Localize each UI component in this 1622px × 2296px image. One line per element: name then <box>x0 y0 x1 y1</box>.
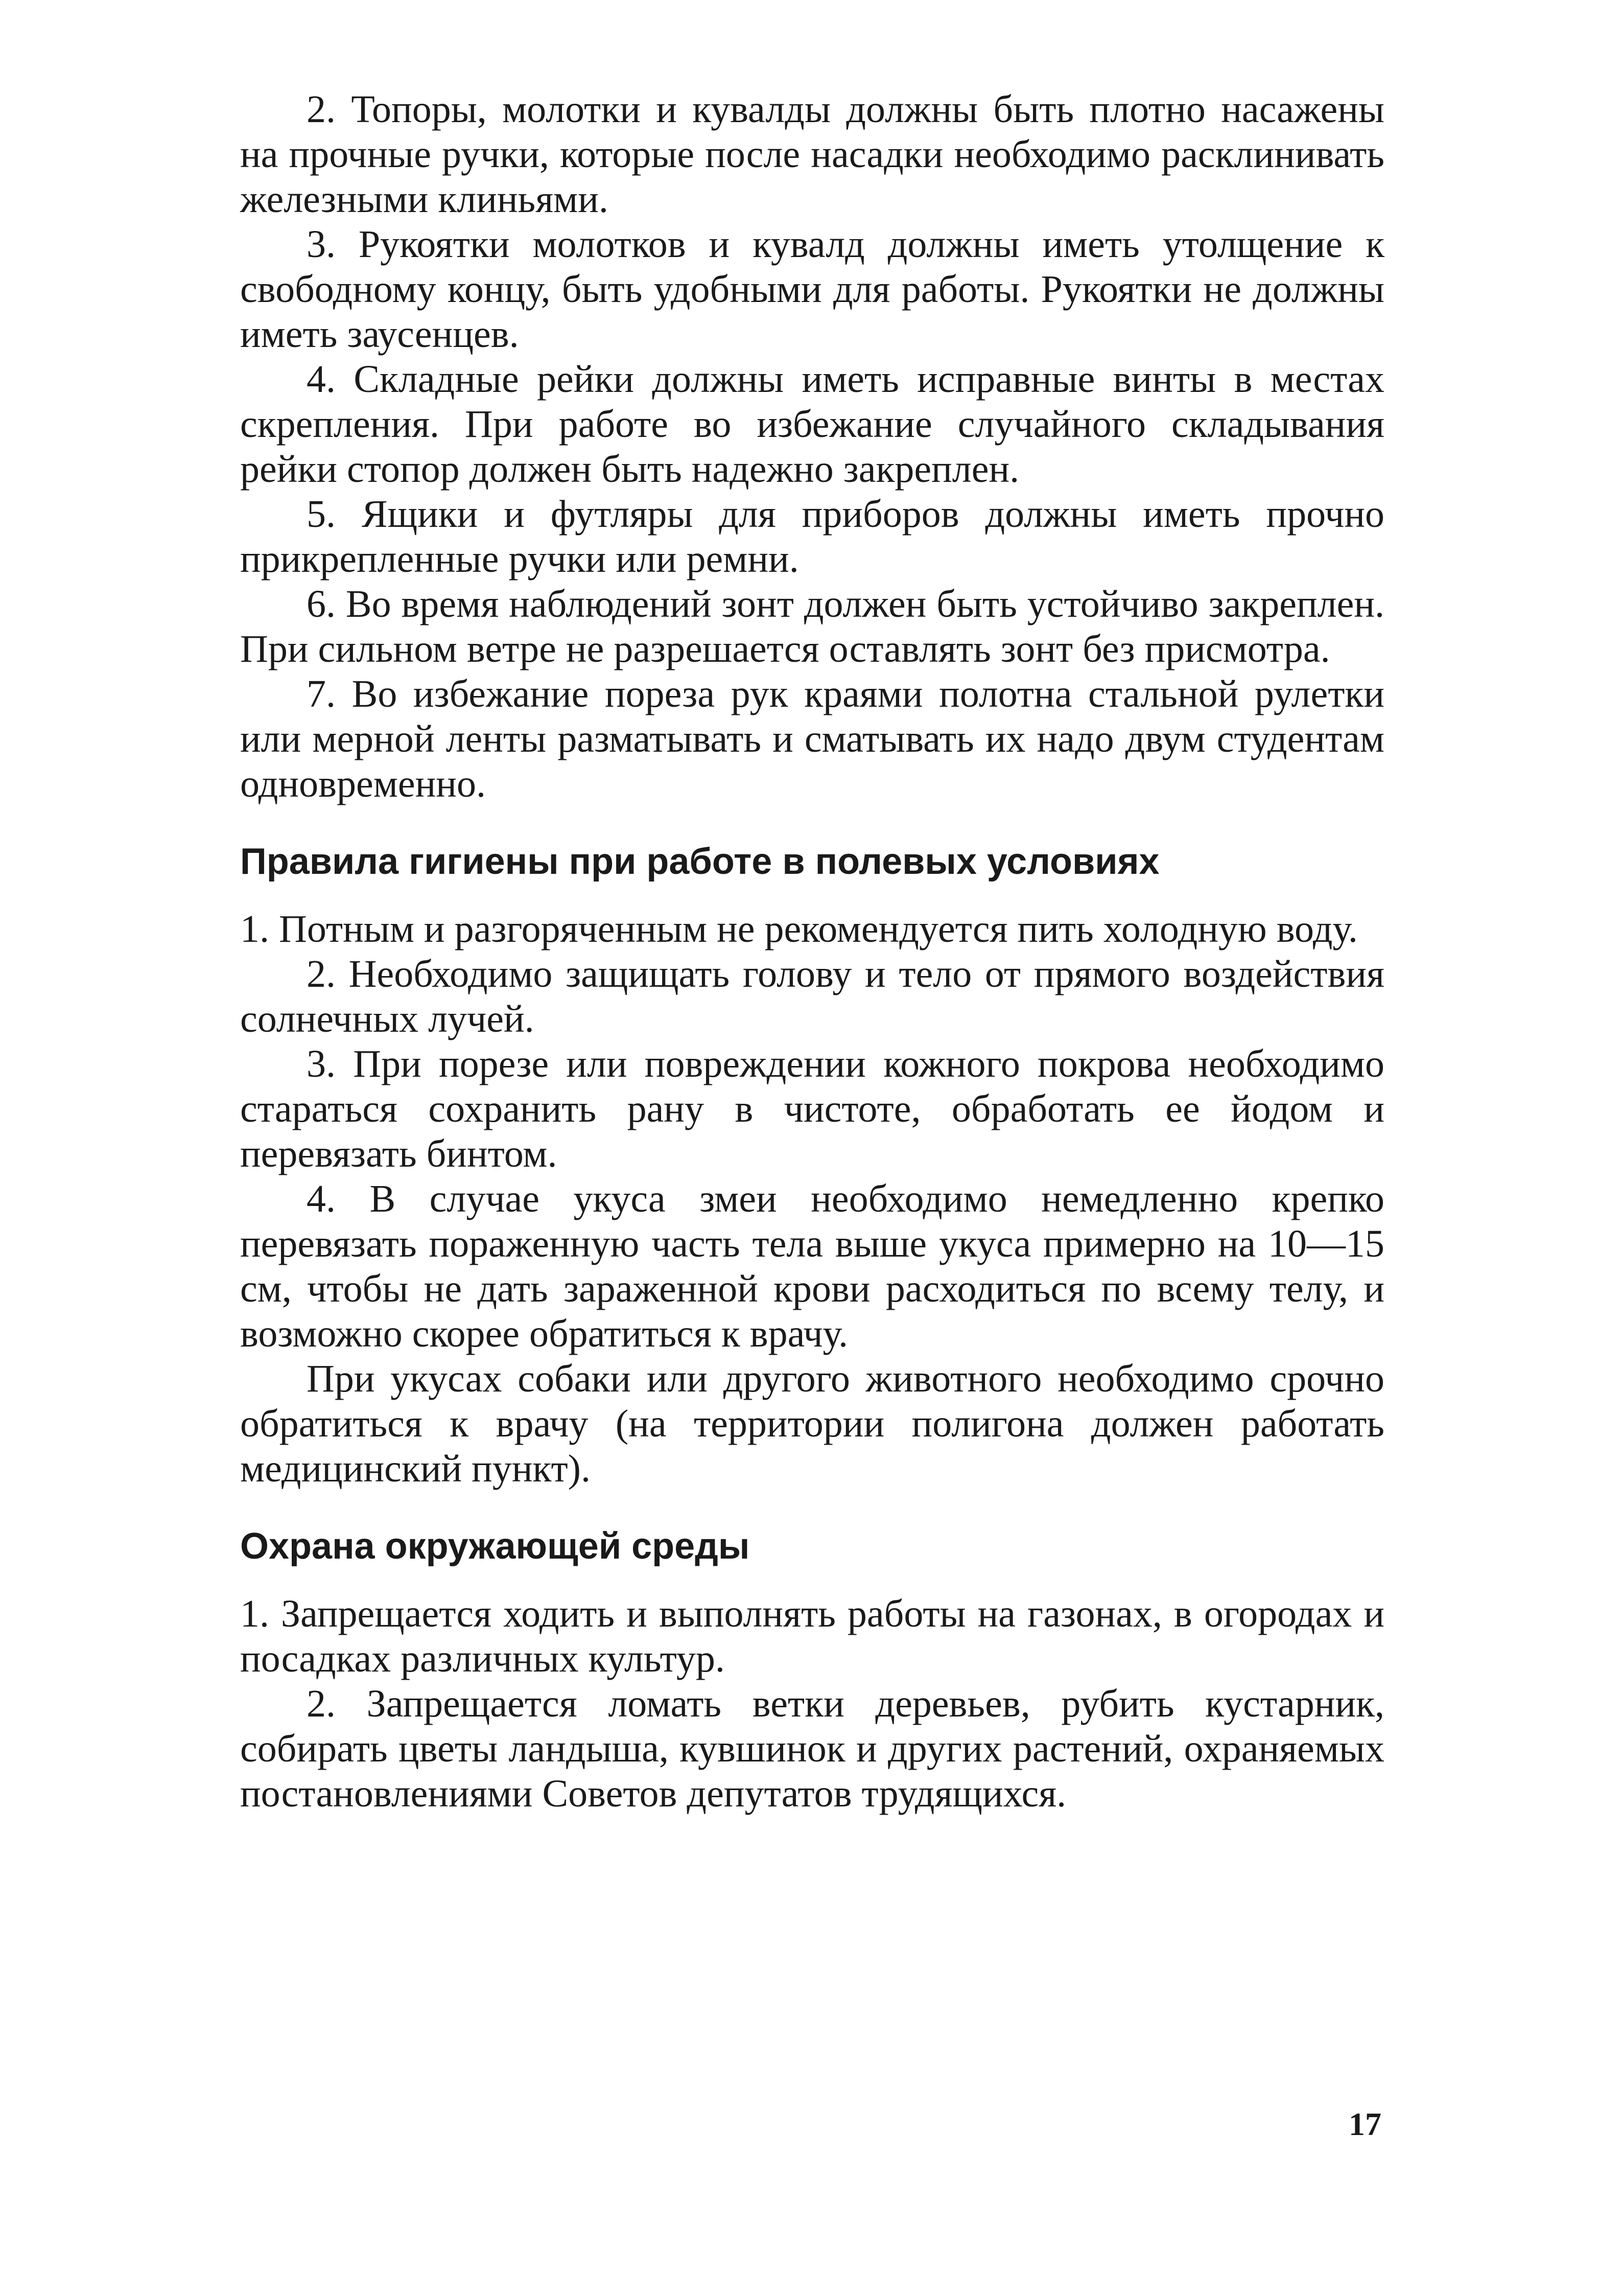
rule-paragraph: 2. Запрещается ломать ветки деревьев, рубить кустарник, собирать цветы ландыша, кувшинок и других растений, охраняемых постановлениями Советов депутатов трудящихся. <box>240 1682 1384 1815</box>
rule-paragraph: 1. Потным и разгоряченным не рекомендуется пить холодную воду. <box>240 908 1358 950</box>
rule-paragraph: 1. Запрещается ходить и выполнять работы на газонах, в огородах и посадках различных культур. <box>240 1592 1384 1680</box>
page-number: 17 <box>1349 2106 1381 2142</box>
rule-paragraph: 6. Во время наблюдений зонт должен быть устойчиво закреплен. При сильном ветре не разрешается оставлять зонт без присмотра. <box>240 583 1384 670</box>
rule-paragraph: 4. Складные рейки должны иметь исправные винты в местах скрепления. При работе во избежание случайного складывания рейки стопор должен быть надежно закреплен. <box>240 358 1384 491</box>
section-heading-environment: Охрана окружающей среды <box>240 1526 750 1567</box>
rule-paragraph: 5. Ящики и футляры для приборов должны иметь прочно прикрепленные ручки или ремни. <box>240 493 1384 581</box>
rule-paragraph: 2. Необходимо защищать голову и тело от прямого воздействия солнечных лучей. <box>240 953 1384 1040</box>
page-body <box>240 87 1384 1816</box>
rule-paragraph: 2. Топоры, молотки и кувалды должны быть плотно насажены на прочные ручки, которые после насадки необходимо расклинивать железными клиньями. <box>240 88 1384 221</box>
rule-paragraph: 4. В случае укуса змеи необходимо немедленно крепко перевязать пораженную часть тела выше укуса примерно на 10—15 см, чтобы не дать зараженной крови расходиться по всему телу, и возможно скорее обратиться к врачу. <box>240 1177 1384 1355</box>
section-heading-hygiene: Правила гигиены при работе в полевых условиях <box>240 841 1160 882</box>
rule-paragraph: 7. Во избежание пореза рук краями полотна стальной рулетки или мерной ленты разматывать и сматывать их надо двум студентам одновременно. <box>240 672 1384 805</box>
rule-paragraph: 3. Рукоятки молотков и кувалд должны иметь утолщение к свободному концу, быть удобными для работы. Рукоятки не должны иметь заусенцев. <box>240 223 1384 356</box>
rule-paragraph: При укусах собаки или другого животного необходимо срочно обратиться к врачу (на территории полигона должен работать медицинский пункт). <box>240 1357 1384 1490</box>
rule-paragraph: 3. При порезе или повреждении кожного покрова необходимо стараться сохранить рану в чистоте, обработать ее йодом и перевязать бинтом. <box>240 1042 1384 1175</box>
